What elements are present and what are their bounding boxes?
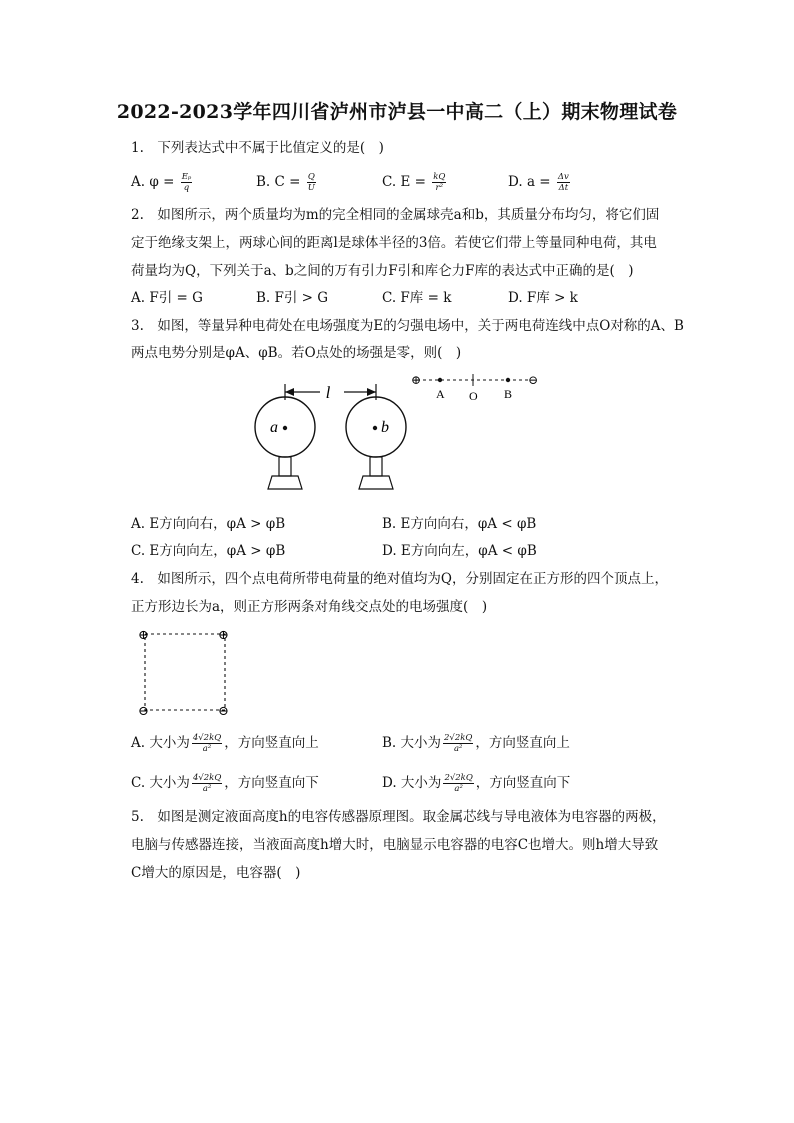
q5-stem-line2: 电脑与传感器连接，当液面高度h增大时，电脑显示电容器的电容C也增大。则h增大导致 — [131, 837, 659, 853]
sphere-b-label: b — [381, 419, 389, 436]
spheres-figure — [245, 372, 415, 497]
q2-option-d: D. F库 > k — [508, 290, 578, 306]
point-b-label: B — [504, 387, 513, 401]
arrowhead-left — [285, 388, 294, 396]
q2-option-b: B. F引 > G — [256, 290, 329, 306]
q1-option-a: A. φ = $\frac{\text{Eₚ}}{q}$ — [131, 172, 192, 193]
point-o-label: O — [469, 389, 478, 403]
q5-stem-line3: C增大的原因是，电容器( ) — [131, 865, 301, 881]
q3-option-d: D. E方向向左，φA < φB — [382, 543, 537, 559]
stand-a — [279, 457, 291, 476]
point-a-label: A — [436, 387, 445, 401]
q3-option-c: C. E方向向左，φA > φB — [131, 543, 286, 559]
plus-charge: ⊕ — [411, 373, 422, 387]
charge-top-left: ⊕ — [138, 627, 149, 642]
q1-option-b: B. C = $\frac{Q}{U}$ — [256, 172, 315, 193]
q4-option-c: C. 大小为 $\frac{4√2kQ}{\text{a²}}$ ，方向竖直向下 — [131, 773, 319, 794]
charge-bottom-left: ⊖ — [138, 703, 149, 718]
square-charges-figure — [135, 626, 235, 718]
q2-stem-line3: 荷量均为Q，下列关于a、b之间的万有引力F引和库仑力F库的表达式中正确的是( ) — [131, 263, 634, 279]
stand-b — [370, 457, 382, 476]
q2-stem-line2: 定于绝缘支架上，两球心间的距离l是球体半径的3倍。若使它们带上等量同种电荷，其电 — [131, 235, 657, 251]
q2-option-c: C. F库 = k — [382, 290, 452, 306]
q5-stem-line1: 5. 如图是测定液面高度h的电容传感器原理图。取金属芯线与导电液体为电容器的两极， — [131, 809, 666, 825]
q4-option-a: A. 大小为 $\frac{4√2kQ}{\text{a²}}$ ，方向竖直向上 — [131, 733, 319, 754]
q1-option-c: C. E = $\frac{kQ}{\text{r²}}$ — [382, 172, 446, 193]
charge-top-right: ⊕ — [218, 627, 229, 642]
q3-stem-line1: 3. 如图，等量异种电荷处在电场强度为E的匀强电场中，关于两电荷连线中点O对称的A、B — [131, 318, 684, 334]
q3-option-a: A. E方向向右，φA > φB — [131, 516, 286, 532]
sphere-a-label: a — [270, 419, 278, 436]
q2-option-a: A. F引 = G — [131, 290, 203, 306]
q3-option-b: B. E方向向右，φA < φB — [382, 516, 537, 532]
charge-bottom-right: ⊖ — [218, 703, 229, 718]
q4-option-d: D. 大小为 $\frac{2√2kQ}{\text{a²}}$ ，方向竖直向下 — [382, 773, 571, 794]
charge-line-figure — [404, 370, 544, 404]
arrowhead-right — [367, 388, 376, 396]
q3-stem-line2: 两点电势分别是φA、φB。若O点处的场强是零，则( ) — [131, 345, 462, 361]
minus-charge: ⊖ — [528, 373, 539, 387]
q4-stem-line2: 正方形边长为a，则正方形两条对角线交点处的电场强度( ) — [131, 599, 488, 615]
square-outline — [145, 634, 225, 710]
q4-option-b: B. 大小为 $\frac{2√2kQ}{\text{a²}}$ ，方向竖直向上 — [382, 733, 570, 754]
exam-title: 2022-2023学年四川省泸州市泸县一中高二（上）期末物理试卷 — [116, 101, 678, 123]
q1-option-d: D. a = $\frac{\Delta v}{\Delta t}$ — [508, 172, 569, 193]
q1-stem: 1. 下列表达式中不属于比值定义的是( ) — [131, 140, 384, 156]
q2-stem-line1: 2. 如图所示，两个质量均为m的完全相同的金属球壳a和b，其质量分布均匀，将它们固 — [131, 207, 660, 223]
distance-label: l — [325, 383, 331, 402]
q4-stem-line1: 4. 如图所示，四个点电荷所带电荷量的绝对值均为Q，分别固定在正方形的四个顶点上， — [131, 571, 668, 587]
